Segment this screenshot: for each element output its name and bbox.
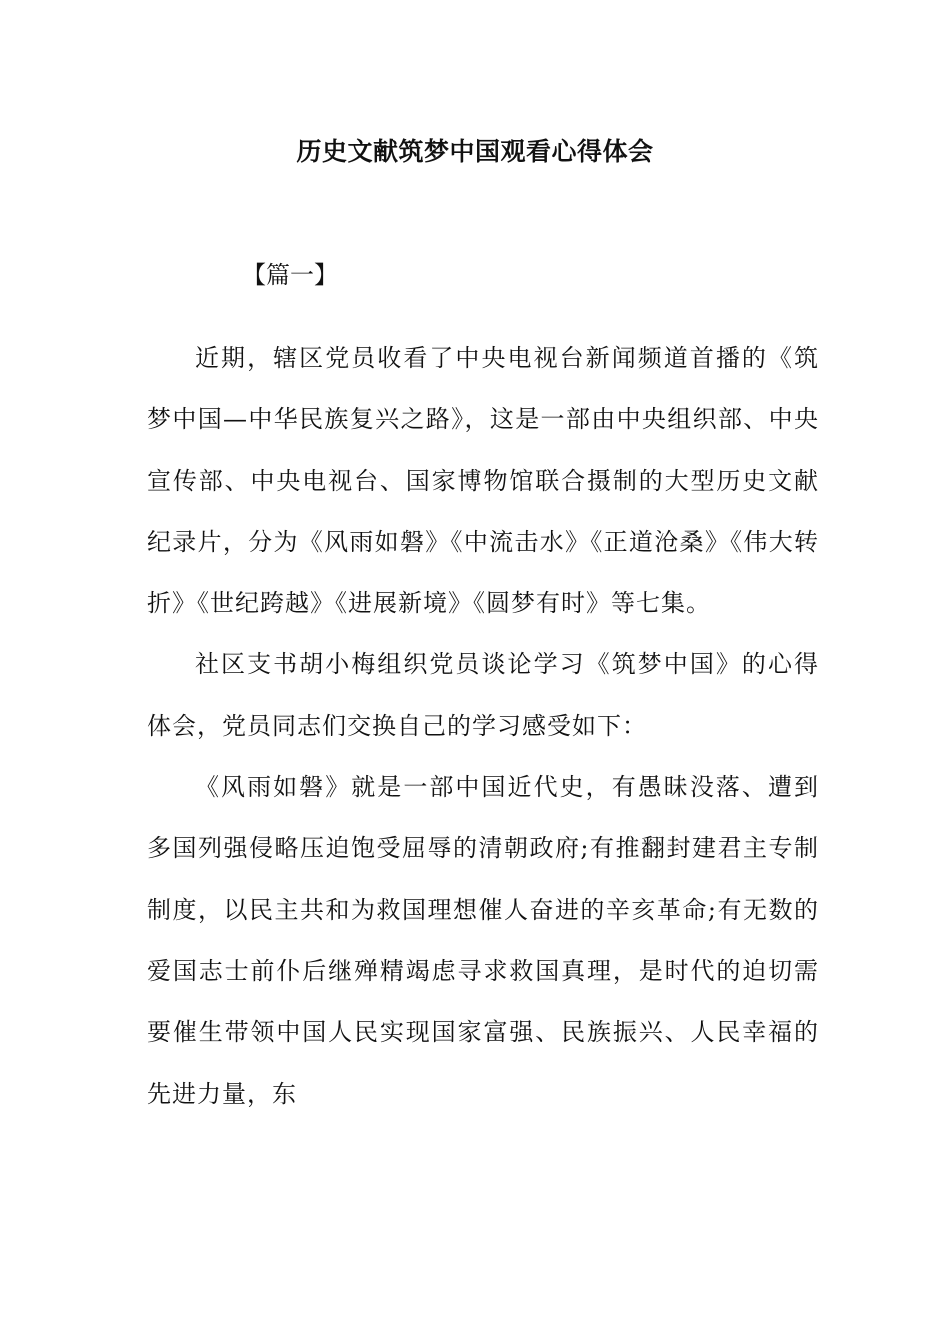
paragraph: 近期，辖区党员收看了中央电视台新闻频道首播的《筑梦中国—中华民族复兴之路》，这是一部由中央组织部、中央宣传部、中央电视台、国家博物馆联合摄制的大型历史文献纪录片，分为《风雨如磐》《中流击水》《正道沧桑》《伟大转折》《世纪跨越》《进展新境》《圆梦有时》等七集。 xyxy=(147,344,819,618)
document-body xyxy=(147,328,819,1125)
paragraph: 社区支书胡小梅组织党员谈论学习《筑梦中国》的心得体会，党员同志们交换自己的学习感受如下： xyxy=(147,650,819,740)
section-label: 【篇一】 xyxy=(242,261,338,289)
document-title: 历史文献筑梦中国观看心得体会 xyxy=(296,137,654,166)
paragraph: 《风雨如磐》就是一部中国近代史，有愚昧没落、遭到多国列强侵略压迫饱受屈辱的清朝政府;有推翻封建君主专制制度，以民主共和为救国理想催人奋进的辛亥革命;有无数的爱国志士前仆后继殚精竭虑寻求救国真理，是时代的迫切需要催生带领中国人民实现国家富强、民族振兴、人民幸福的先进力量，东 xyxy=(147,773,819,1108)
